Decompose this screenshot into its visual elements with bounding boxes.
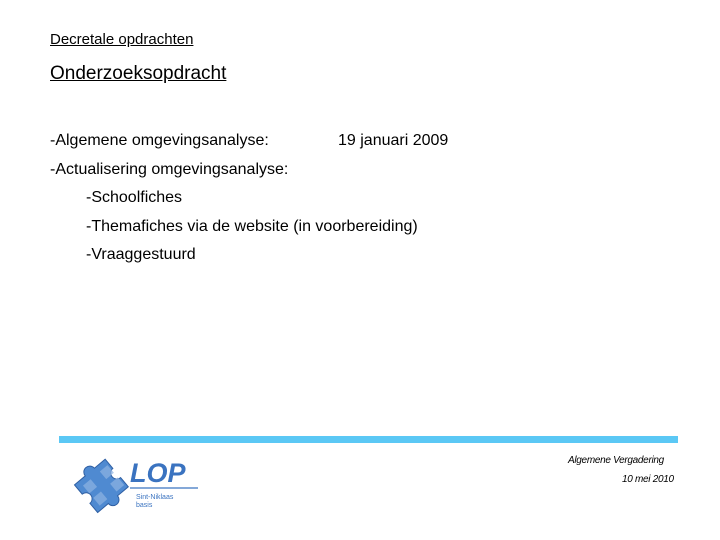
subitem-themafiches: -Themafiches via de website (in voorbereiding) [86,218,418,235]
logo-line2: basis [136,502,153,509]
footer-divider-bar [59,436,678,443]
subitem-vraaggestuurd: -Vraaggestuurd [86,246,196,263]
footer-meeting-label: Algemene Vergadering [568,455,664,466]
subitem-schoolfiches: -Schoolfiches [86,189,183,206]
section-supertitle: Decretale opdrachten [50,31,194,48]
lop-logo [70,446,210,518]
item-algemene-omgevingsanalyse: -Algemene omgevingsanalyse: [50,132,269,149]
footer-date: 10 mei 2010 [622,474,674,485]
logo-wordmark: LOP [130,458,186,488]
logo-line1: Sint-Niklaas [136,494,174,501]
slide-title: Onderzoeksopdracht [50,63,227,84]
item-actualisering-omgevingsanalyse: -Actualisering omgevingsanalyse: [50,161,289,178]
item-date: 19 januari 2009 [338,132,449,149]
